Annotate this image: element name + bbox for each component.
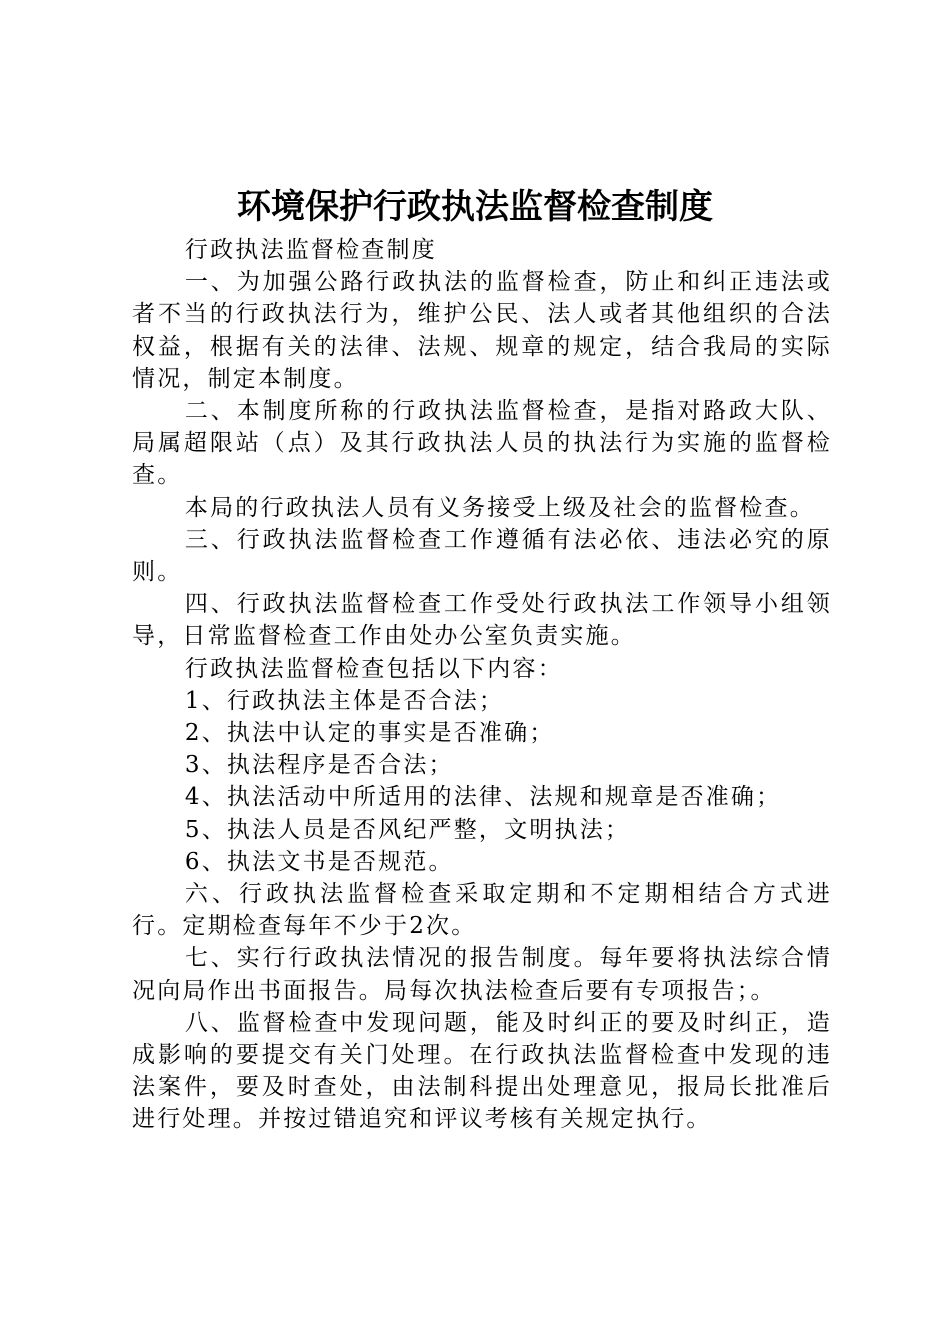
- paragraph: 行政执法监督检查包括以下内容：: [184, 655, 563, 682]
- list-item: 2、执法中认定的事实是否准确；: [184, 720, 555, 747]
- list-item: 5、执法人员是否风纪严整，文明执法；: [184, 816, 631, 843]
- document-title: 环境保护行政执法监督检查制度: [237, 187, 713, 227]
- list-item: 1、行政执法主体是否合法；: [184, 687, 505, 714]
- list-item: 6、执法文书是否规范。: [184, 848, 454, 875]
- paragraph: 行政执法监督检查制度: [184, 237, 437, 263]
- paragraph: 七、实行行政执法情况的报告制度。每年要将执法综合情况向局作出书面报告。局每次执法检查后要有专项报告；。: [132, 945, 832, 1004]
- paragraph: 一、为加强公路行政执法的监督检查，防止和纠正违法或者不当的行政执法行为，维护公民、法人或者其他组织的合法权益，根据有关的法律、法规、规章的规定，结合我局的实际情况，制定本制度。: [132, 269, 832, 392]
- paragraph: 三、行政执法监督检查工作遵循有法必依、违法必究的原则。: [132, 526, 832, 586]
- list-item: 3、执法程序是否合法；: [184, 752, 454, 779]
- list-item: 4、执法活动中所适用的法律、法规和规章是否准确；: [184, 784, 782, 811]
- paragraph: 四、行政执法监督检查工作受处行政执法工作领导小组领导，日常监督检查工作由处办公室负责实施。: [132, 591, 832, 650]
- document-body: [132, 234, 832, 1136]
- paragraph: 本局的行政执法人员有义务接受上级及社会的监督检查。: [184, 494, 815, 521]
- paragraph: 八、监督检查中发现问题，能及时纠正的要及时纠正，造成影响的要提交有关门处理。在行政执法监督检查中发现的违法案件，要及时查处，由法制科提出处理意见，报局长批准后进行处理。并按过错追究和评议考核有关规定执行。: [132, 1009, 832, 1133]
- paragraph: 二、本制度所称的行政执法监督检查，是指对路政大队、局属超限站（点）及其行政执法人员的执法行为实施的监督检查。: [132, 398, 832, 489]
- paragraph: 六、行政执法监督检查采取定期和不定期相结合方式进行。定期检查每年不少于2次。: [132, 881, 832, 940]
